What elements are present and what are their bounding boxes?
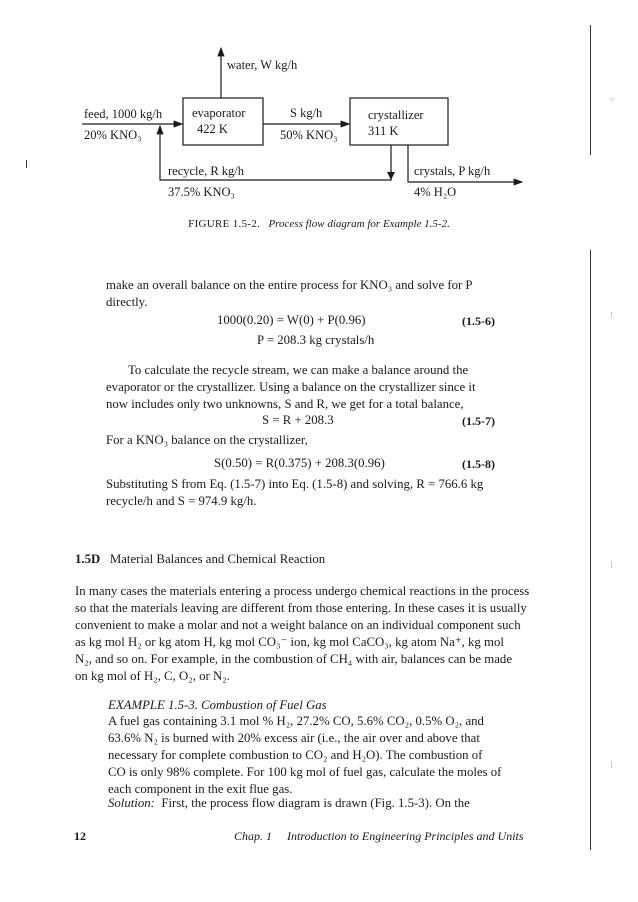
equation-number: (1.5-7)	[462, 414, 495, 428]
equation-p-result: P = 208.3 kg crystals/h	[257, 333, 375, 347]
evaporator-name: evaporator	[192, 106, 246, 120]
section-title: Material Balances and Chemical Reaction	[109, 552, 326, 566]
equation-1-5-7: S = R + 208.3	[262, 413, 334, 427]
equation-1-5-8: S(0.50) = R(0.375) + 208.3(0.96)	[214, 456, 385, 470]
scan-mark	[26, 160, 27, 168]
recycle-label: recycle, R kg/h	[168, 164, 245, 178]
crystallizer-temp: 311 K	[368, 124, 399, 138]
water-label: water, W kg/h	[227, 58, 298, 72]
figure-caption	[0, 218, 638, 230]
process-flow-diagram	[0, 0, 638, 215]
solution-text: First, the process flow diagram is drawn (Fig. 1.5-3). On the	[161, 796, 470, 810]
solution-label: Solution:	[108, 796, 155, 810]
scan-speck: ⁝	[610, 760, 613, 770]
section-heading	[75, 552, 325, 567]
crystallizer-name: crystallizer	[368, 108, 424, 122]
paragraph-recycle: To calculate the recycle stream, we can make a balance around the evaporator or the crystallizer. Using a balance on the crystallizer since it now includes only two unknowns, S and R, we get for a total balance,	[106, 363, 476, 411]
feed-label: feed, 1000 kg/h	[84, 107, 163, 121]
s-stream-composition: 50% KNO₃	[280, 128, 338, 142]
page-number: 12	[74, 829, 86, 843]
example-title: EXAMPLE 1.5-3. Combustion of Fuel Gas	[108, 698, 327, 712]
evaporator-temp: 422 K	[197, 122, 228, 136]
equation-1-5-6: 1000(0.20) = W(0) + P(0.96)	[217, 313, 366, 327]
section-number: 1.5D	[75, 552, 101, 566]
scan-speck: ⁝	[610, 310, 613, 320]
scan-speck: ⁘	[608, 95, 616, 105]
feed-composition: 20% KNO₃	[84, 128, 142, 142]
equation-number: (1.5-8)	[462, 457, 495, 471]
example-body: A fuel gas containing 3.1 mol % H₂, 27.2% CO, 5.6% CO₂, 0.5% O₂, and 63.6% N₂ is burned with 20% excess air (i.e., the air over and above that necessary for complete combustion to CO₂ and H₂O). The combustion of CO is only 98% complete. For 100 kg mol of fuel gas, calculate the moles of each component in the exit flue gas.	[108, 714, 502, 796]
section-paragraph: In many cases the materials entering a process undergo chemical reactions in the process so that the materials leaving are different from those entering. In these cases it is usually convenient to make a molar and not a weight balance on an individual component such as kg mol H₂ or kg atom H, kg mol CO₃⁻ ion, kg mol CaCO₃, kg atom Na⁺, kg mol N₂, and so on. For example, in the combustion of CH₄ with air, balances can be made on kg mol of H₂, C, O₂, or N₂.	[75, 584, 530, 683]
paragraph-overall-balance: make an overall balance on the entire process for KNO₃ and solve for P directly.	[106, 278, 473, 309]
scan-edge-line	[590, 250, 591, 850]
scan-speck: ⁝	[610, 560, 613, 570]
recycle-composition: 37.5% KNO₃	[168, 185, 235, 199]
equation-number: (1.5-6)	[462, 314, 495, 328]
paragraph-kno3-balance: For a KNO₃ balance on the crystallizer,	[106, 433, 308, 447]
paragraph-substitution: Substituting S from Eq. (1.5-7) into Eq. (1.5-8) and solving, R = 766.6 kg recycle/h and S = 974.9 kg/h.	[106, 477, 484, 508]
example-solution	[108, 795, 470, 812]
scan-edge-line	[590, 25, 591, 155]
figure-label: FIGURE 1.5-2.	[188, 218, 261, 230]
figure-caption-text: Process flow diagram for Example 1.5-2.	[268, 218, 450, 230]
s-stream-label: S kg/h	[290, 106, 323, 120]
crystals-label: crystals, P kg/h	[414, 164, 491, 178]
crystals-composition: 4% H₂O	[414, 185, 457, 199]
footer-chapter: Chap. 1 Introduction to Engineering Principles and Units	[234, 829, 524, 843]
